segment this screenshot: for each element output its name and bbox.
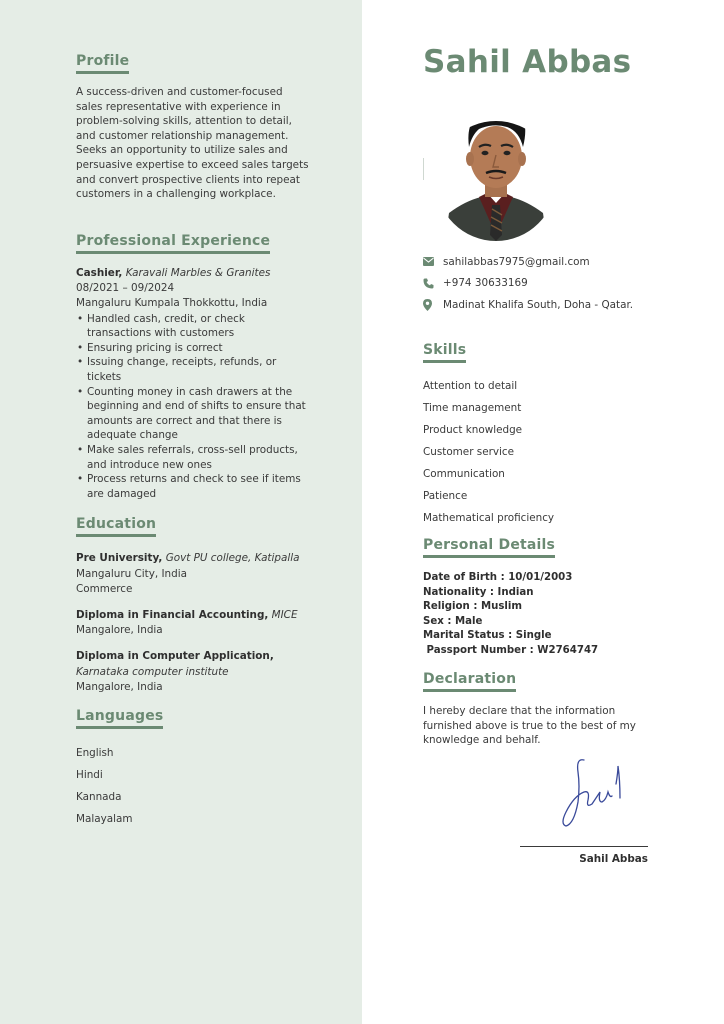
list-item: Malayalam	[76, 813, 133, 825]
declaration-section	[423, 670, 663, 748]
list-item: • Process returns and check to see if items are damaged	[76, 472, 310, 501]
languages-section	[76, 707, 310, 830]
personal-details-heading: Personal Details	[423, 538, 555, 558]
skills-section	[423, 341, 663, 529]
job-dates: 08/2021 – 09/2024	[76, 282, 175, 295]
school: Govt PU college, Katipalla	[165, 552, 300, 564]
list-item: Sex : Male	[423, 615, 483, 627]
map-pin-icon	[423, 299, 443, 311]
address-text: Madinat Khalifa South, Doha - Qatar.	[443, 298, 634, 311]
skills-heading: Skills	[423, 343, 466, 363]
profile-heading: Profile	[76, 54, 129, 74]
envelope-icon	[423, 257, 443, 266]
candidate-name: Sahil Abbas	[423, 44, 632, 80]
handwritten-signature	[556, 752, 636, 832]
profile-photo	[435, 95, 557, 241]
list-item: Marital Status : Single	[423, 630, 552, 642]
list-item: Patience	[423, 490, 468, 502]
list-item: Date of Birth : 10/01/2003	[423, 572, 573, 583]
school: Karnataka computer institute	[76, 665, 229, 678]
skills-list	[423, 375, 663, 529]
list-item: Product knowledge	[423, 424, 523, 436]
list-item: Time management	[423, 402, 522, 414]
list-item: Customer service	[423, 446, 514, 458]
divider	[423, 158, 424, 180]
list-item: • Make sales referrals, cross-sell products, and introduce new ones	[76, 443, 310, 472]
profile-text: A success-driven and customer-focused sales representative with experience in problem-solving skills, attention to detail, and customer relationship management. Seeks an opportunity to utilize sales and persuasive expertise to exceed sales targets and convert prospective clients into repeat customers in a challenging workplace.	[76, 86, 309, 201]
list-item: English	[76, 747, 114, 759]
phone-icon	[423, 278, 443, 289]
declaration-text: I hereby declare that the information furnished above is true to the best of my knowledge and behalf.	[423, 705, 636, 747]
list-item: • Ensuring pricing is correct	[76, 341, 310, 356]
education-item	[76, 551, 310, 598]
contact-phone	[423, 273, 663, 295]
contact-email	[423, 251, 663, 273]
education-stream: Commerce	[76, 583, 133, 596]
portrait-illustration	[435, 95, 557, 241]
contact-section	[423, 251, 663, 316]
list-item: • Handled cash, credit, or check transactions with customers	[76, 312, 310, 341]
signature-image	[556, 752, 636, 832]
signature-line	[520, 846, 648, 847]
job-role: Cashier,	[76, 267, 123, 279]
job-location: Mangaluru Kumpala Thokkottu, India	[76, 297, 268, 310]
education-heading: Education	[76, 517, 156, 537]
education-location: Mangalore, India	[76, 681, 163, 694]
job-duties	[76, 312, 310, 502]
degree: Diploma in Computer Application,	[76, 649, 274, 662]
job-title	[76, 266, 310, 281]
education-section	[76, 515, 310, 696]
experience-section	[76, 232, 310, 501]
list-item: Attention to detail	[423, 380, 518, 392]
degree: Pre University,	[76, 552, 163, 564]
list-item: Religion : Muslim	[423, 601, 522, 613]
phone-text[interactable]: +974 30633169	[443, 277, 528, 290]
languages-heading: Languages	[76, 709, 163, 729]
education-item	[76, 608, 310, 639]
list-item: • Issuing change, receipts, refunds, or tickets	[76, 355, 310, 384]
declaration-heading: Declaration	[423, 672, 516, 692]
list-item: Nationality : Indian	[423, 586, 534, 598]
list-item: Kannada	[76, 791, 122, 803]
school: MICE	[271, 608, 298, 621]
personal-details-section	[423, 536, 663, 659]
list-item: • Counting money in cash drawers at the beginning and end of shifts to ensure that amounts are correct and that there is adequate change	[76, 385, 310, 443]
education-location: Mangaluru City, India	[76, 567, 187, 580]
job-company: Karavali Marbles & Granites	[125, 267, 271, 279]
degree: Diploma in Financial Accounting,	[76, 608, 269, 621]
contact-address	[423, 294, 663, 316]
profile-section	[76, 52, 310, 202]
personal-details-list	[423, 571, 663, 659]
education-item	[76, 649, 310, 696]
list-item: Hindi	[76, 769, 103, 781]
languages-list	[76, 742, 310, 830]
list-item: Passport Number : W2764747	[423, 644, 599, 656]
experience-heading: Professional Experience	[76, 234, 270, 254]
email-text[interactable]: sahilabbas7975@gmail.com	[443, 255, 590, 268]
signature-name: Sahil Abbas	[579, 853, 648, 865]
education-location: Mangalore, India	[76, 624, 163, 637]
list-item: Mathematical proficiency	[423, 512, 555, 524]
list-item: Communication	[423, 468, 505, 480]
